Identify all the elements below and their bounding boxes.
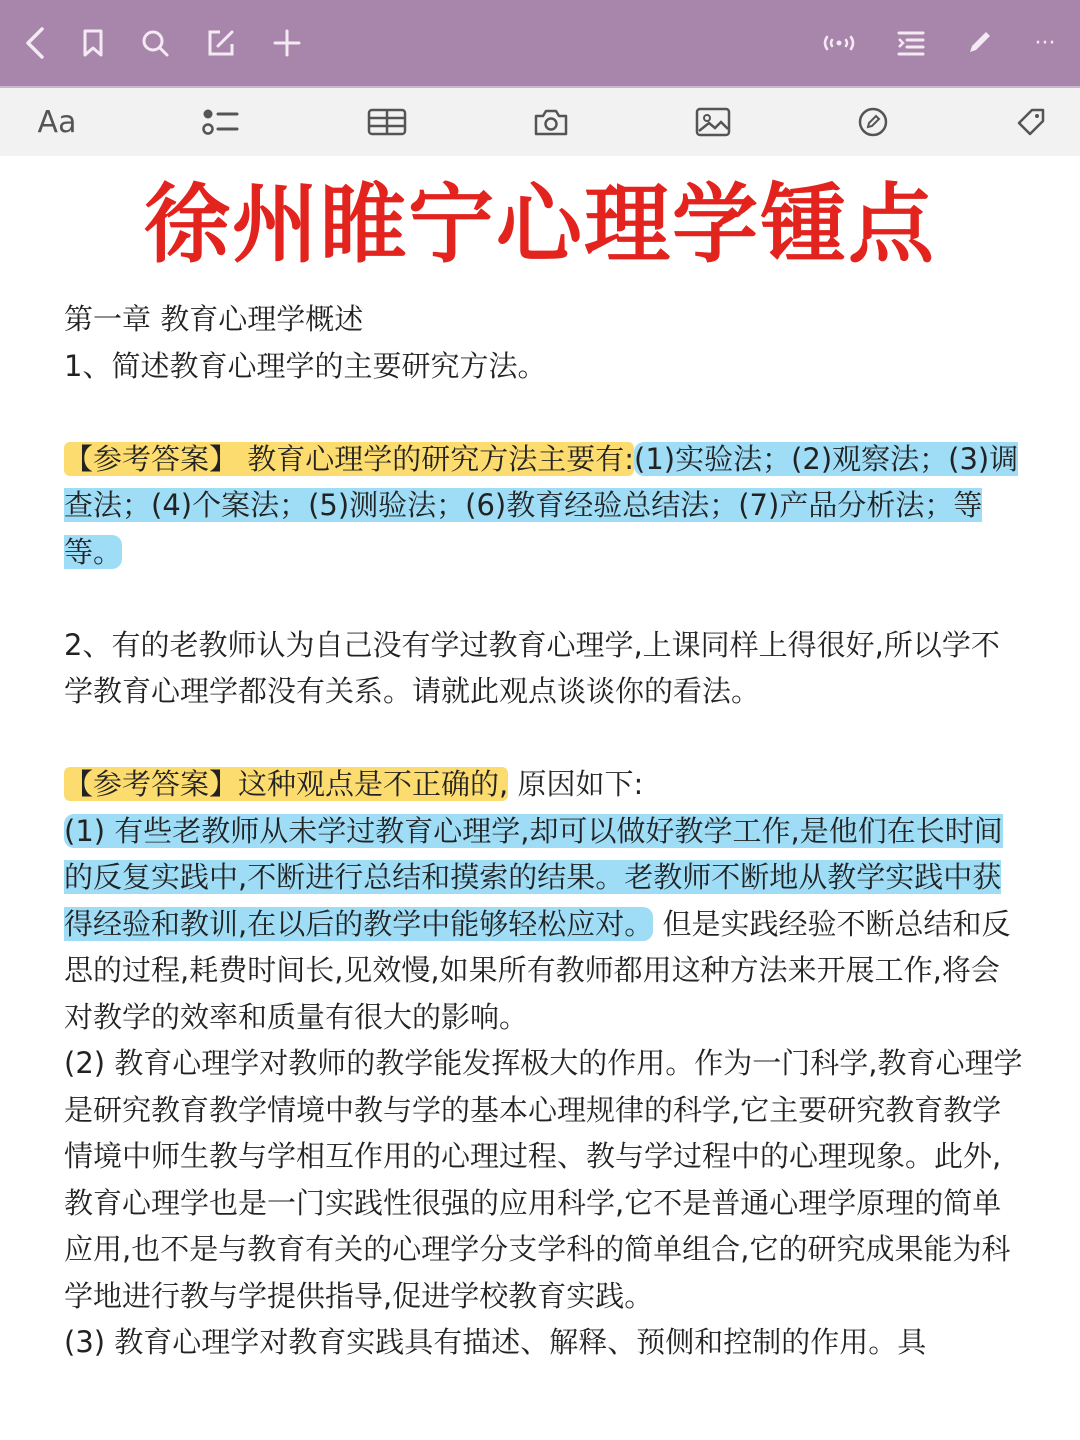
table-icon[interactable] xyxy=(364,100,410,144)
back-icon[interactable] xyxy=(14,22,56,64)
answer-1-body: (1)实验法；(2)观察法；(3)调查法；(4)个案法；(5)测验法；(6)教育经验总结法；(7)产品分析法；等等。 xyxy=(64,441,1019,569)
answer-2-point-1 xyxy=(64,808,1024,1041)
search-icon[interactable] xyxy=(134,22,176,64)
answer-2-label: 【参考答案】这种观点是不正确的, xyxy=(64,767,509,801)
answer-2-point-3: (3) 教育心理学对教育实践具有描述、解释、预侧和控制的作用。具 xyxy=(64,1325,927,1359)
question-2: 2、有的老教师认为自己没有学过教育心理学,上课同样上得很好,所以学不学教育心理学都没有关系。请就此观点谈谈你的看法。 xyxy=(64,627,1000,708)
answer-2-point-1-highlight: (1) 有些老教师从未学过教育心理学,却可以做好教学工作,是他们在长时间的反复实践中,不断进行总结和摸索的结果。老教师不断地从教学实践中获得经验和教训,在以后的教学中能够轻松应对。 xyxy=(64,813,1003,941)
font-format-button[interactable]: Aa xyxy=(37,104,77,140)
audio-icon[interactable] xyxy=(818,22,860,64)
answer-2-header xyxy=(64,761,1024,808)
note-content[interactable] xyxy=(64,296,1024,1366)
answer-2-point-1-rest: 但是实践经验不断总结和反思的过程,耗费时间长,见效慢,如果所有教师都用这种方法来开展工作,将会对教学的效率和质量有很大的影响。 xyxy=(64,906,1011,1034)
top-app-bar xyxy=(0,0,1080,86)
tag-icon[interactable] xyxy=(1008,100,1054,144)
editor-toolbar xyxy=(0,86,1080,156)
edit-icon[interactable] xyxy=(200,22,242,64)
chapter-heading: 第一章 教育心理学概述 xyxy=(64,302,364,336)
checklist-icon[interactable] xyxy=(198,100,244,144)
image-icon[interactable] xyxy=(690,100,736,144)
answer-2-point-2: (2) 教育心理学对教师的教学能发挥极大的作用。作为一门科学,教育心理学是研究教育教学情境中教与学的基本心理规律的科学,它主要研究教育教学情境中师生教与学相互作用的心理过程、教与学过程中的心理现象。此外,教育心理学也是一门实践性很强的应用科学,它不是普通心理学原理的简单应用,也不是与教育有关的心理学分支学科的简单组合,它的研究成果能为科学地进行教与学提供指导,促进学校教育实践。 xyxy=(64,1046,1023,1313)
answer-2-intro: 原因如下: xyxy=(508,767,644,801)
camera-icon[interactable] xyxy=(528,100,574,144)
more-icon[interactable]: ··· xyxy=(1034,30,1056,56)
answer-1-label: 【参考答案】 教育心理学的研究方法主要有: xyxy=(64,441,634,476)
answer-1 xyxy=(64,436,1024,576)
question-1: 1、简述教育心理学的主要研究方法。 xyxy=(64,348,547,383)
bookmark-icon[interactable] xyxy=(72,22,114,64)
page-title: 徐州睢宁心理学锺点 xyxy=(144,175,936,275)
add-icon[interactable] xyxy=(266,22,308,64)
pen-icon[interactable] xyxy=(958,22,1000,64)
sketch-icon[interactable] xyxy=(850,100,896,144)
list-icon[interactable] xyxy=(890,22,932,64)
